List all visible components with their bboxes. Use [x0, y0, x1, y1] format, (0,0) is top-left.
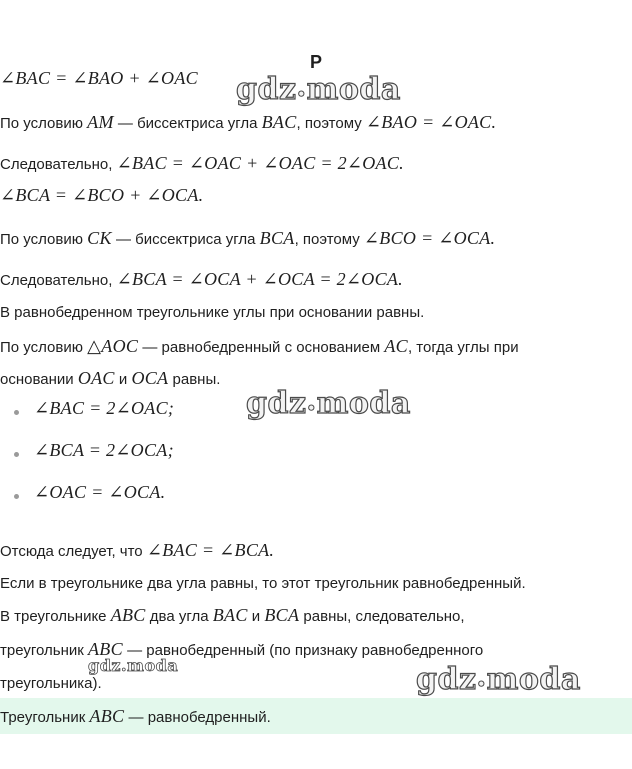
- list-item: [34, 398, 174, 419]
- text: — биссектриса угла: [113, 115, 262, 132]
- line-aoc-isosceles: [0, 336, 519, 357]
- partial-header-fragment: Р: [310, 52, 323, 72]
- formula: ∠BAC = ∠BCA.: [146, 540, 275, 560]
- text: — равнобедренный (по признаку равнобедренного: [122, 642, 484, 659]
- text: Следовательно,: [0, 272, 117, 289]
- formula: ∠BAC = ∠BAO + ∠OAC: [0, 68, 198, 88]
- line-ck-bisector: [0, 228, 495, 249]
- line-bac-sum: [0, 68, 198, 89]
- formula: AM: [87, 112, 114, 132]
- text: равны, следовательно,: [299, 608, 465, 625]
- text: — равнобедренный с основанием: [138, 339, 385, 356]
- answer-line: [0, 706, 271, 727]
- formula: ∠BCA = ∠OCA + ∠OCA = 2∠OCA.: [116, 269, 403, 289]
- bullet-dot: [14, 452, 19, 457]
- line-bca-sum: [0, 185, 203, 206]
- text: По условию: [0, 115, 88, 132]
- text: , поэтому: [296, 115, 366, 132]
- watermark-logo-small: gdz.moda: [88, 656, 179, 675]
- formula: BAC: [261, 112, 297, 132]
- formula: BCA: [264, 605, 300, 625]
- text: Если в треугольнике два угла равны, то этот треугольник равнобедренный.: [0, 575, 526, 592]
- formula: BAC: [212, 605, 248, 625]
- text: равны.: [168, 371, 221, 388]
- list-item: [34, 440, 174, 461]
- text: основании: [0, 371, 78, 388]
- formula: AC: [384, 336, 408, 356]
- bullet-dot: [14, 410, 19, 415]
- line-bca-double: [0, 269, 403, 290]
- text: треугольник: [0, 642, 89, 659]
- text: , поэтому: [294, 231, 364, 248]
- formula: ∠BAC = ∠OAC + ∠OAC = 2∠OAC.: [116, 153, 404, 173]
- formula: ∠BAO = ∠OAC.: [365, 112, 497, 132]
- bullet-dot: [14, 494, 19, 499]
- text: Отсюда следует, что: [0, 543, 147, 560]
- line-abc-isosceles: [0, 639, 483, 660]
- line-base-angles: [0, 368, 220, 389]
- formula: ABC: [110, 605, 146, 625]
- formula: ABC: [89, 706, 125, 726]
- list-item: [34, 482, 165, 503]
- text: и: [247, 608, 265, 625]
- line-am-bisector: [0, 112, 496, 133]
- text: , тогда углы при: [407, 339, 519, 356]
- watermark-logo: gdz•moda: [416, 662, 581, 697]
- text: В треугольнике: [0, 608, 111, 625]
- text: Следовательно,: [0, 156, 117, 173]
- line-isosceles-sign: [0, 575, 526, 592]
- text: По условию: [0, 339, 88, 356]
- formula: CK: [87, 228, 112, 248]
- text: В равнобедренном треугольнике углы при основании равны.: [0, 304, 425, 321]
- line-abc-angles: [0, 605, 465, 626]
- formula: ∠OAC = ∠OCA.: [34, 482, 166, 502]
- text: два угла: [145, 608, 213, 625]
- formula: ∠BCA = 2∠OCA;: [34, 440, 174, 460]
- text: и: [114, 371, 132, 388]
- watermark-logo: gdz•moda: [246, 386, 411, 421]
- watermark-logo: gdz•moda: [236, 72, 401, 107]
- formula: △AOC: [87, 336, 139, 356]
- line-isosceles-rule: [0, 304, 424, 321]
- formula: ∠BCO = ∠OCA.: [363, 228, 496, 248]
- line-conclusion-angles: [0, 540, 274, 561]
- text: — равнобедренный.: [124, 709, 271, 726]
- formula: ABC: [88, 639, 123, 659]
- formula: ∠BAC = 2∠OAC;: [34, 398, 175, 418]
- formula: BCA: [259, 228, 295, 248]
- line-bac-double: [0, 153, 404, 174]
- text: треугольника).: [0, 675, 102, 692]
- formula: OAC: [77, 368, 115, 388]
- formula: OCA: [131, 368, 169, 388]
- line-triangle-end: [0, 675, 102, 692]
- text: — биссектриса угла: [111, 231, 260, 248]
- text: По условию: [0, 231, 88, 248]
- formula: ∠BCA = ∠BCO + ∠OCA.: [0, 185, 204, 205]
- text: Треугольник: [0, 709, 90, 726]
